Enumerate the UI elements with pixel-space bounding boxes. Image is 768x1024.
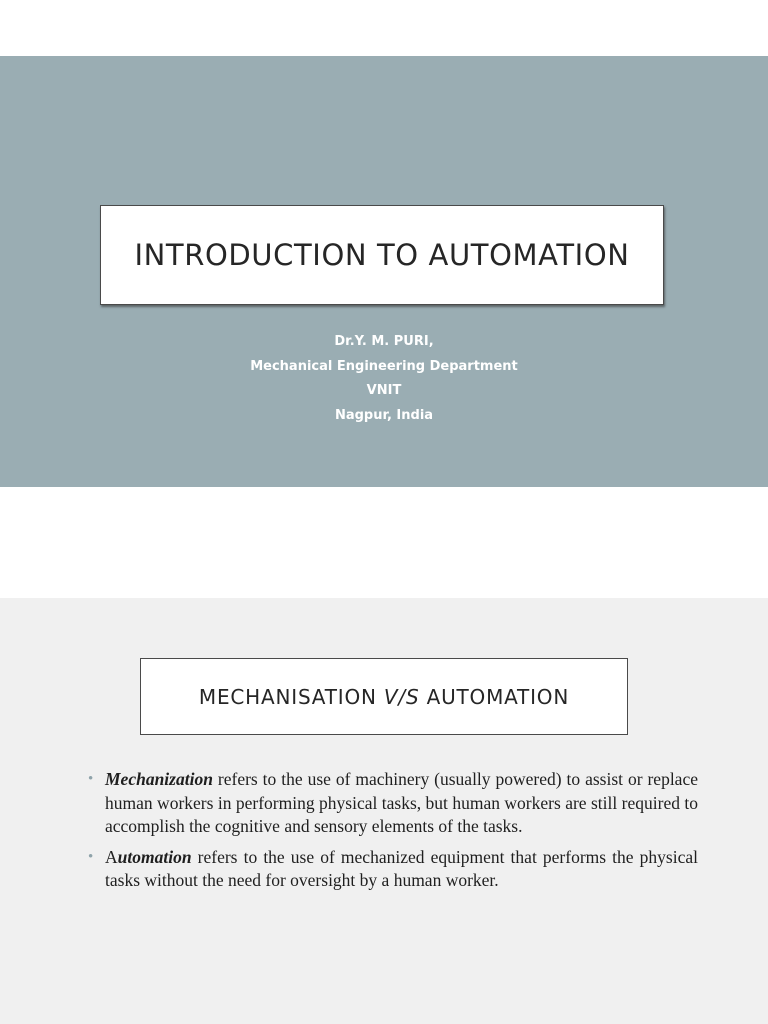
author-location: Nagpur, India [334,407,434,423]
bullet-term: utomation [117,846,192,867]
heading-box [140,658,628,735]
heading-part-1: MECHANISATION [198,684,384,709]
bullet-item-automation [88,846,698,893]
author-block [0,330,768,428]
bullet-icon: • [88,771,94,787]
bullet-item-mechanization [88,768,698,839]
author-name: Dr.Y. M. PURI, [334,334,434,349]
author-department: Mechanical Engineering Department [250,358,518,374]
author-institute: VNIT [366,383,402,398]
heading-vs: V/S [383,684,420,709]
bullet-term: Mechanization [105,769,213,789]
bullet-text: refers to the use of machinery (usually powered) to assist or replace human workers in performing physical tasks, but human workers are still required to accomplish the cognitive and sensory elements of the tasks. [105,769,698,836]
title-slide [0,56,768,487]
bullet-icon: • [88,848,94,865]
bullet-text: refers to the use of mechanized equipment that performs the physical tasks without the need for oversight by a human worker. [105,846,698,890]
bullet-term-prefix: A [105,846,118,867]
slide-title: INTRODUCTION TO AUTOMATION [134,238,630,272]
bullet-list [88,768,698,900]
heading-part-2: AUTOMATION [419,684,570,709]
content-slide [0,598,768,1024]
title-box [100,205,664,305]
slide-heading [199,685,569,709]
